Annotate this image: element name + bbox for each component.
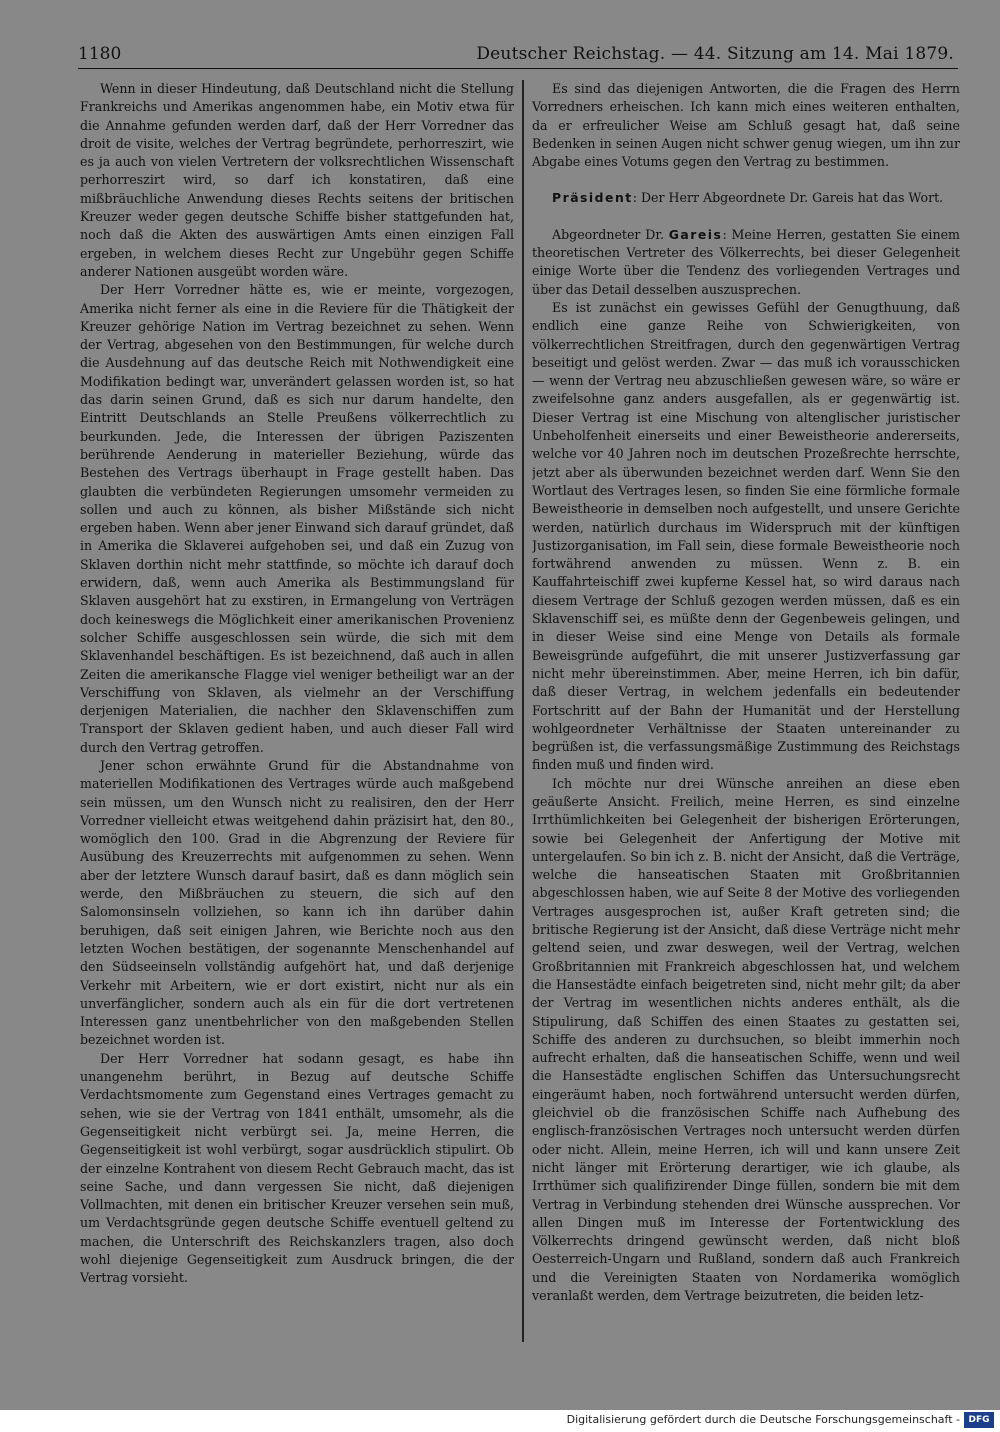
paragraph: Der Herr Vorredner hätte es, wie er meinte, vorgezogen, Amerika nicht ferner als eine in die Reviere für die Thätigkeit der Kreuzer gehörige Nation im Vertrag bezeichnet zu sehen. Wenn der Vertrag, abgesehen von den Bestimmungen, für welche durch die Ausdehnung auf das deutsche Reich mit Nothwendigkeit eine Modifikation bedingt war, unverändert gelassen worden ist, so hat das darin seinen Grund, daß es sich nur darum handelte, den Eintritt Deutschlands an Stelle Preußens völkerrechtlich zu beurkunden. Jede, die Interessen der übrigen Paziszenten berührende Aenderung in materieller Beziehung, würde das Bestehen des Vertrags überhaupt in Frage gestellt haben. Das glaubten die verbündeten Regierungen umsomehr vermeiden zu sollen und auch zu können, als bisher Mißstände sich nicht ergeben haben. Wenn aber jener Einwand sich darauf gründet, daß in Amerika die Sklaverei aufgehoben sei, und daß ein Zuzug von Sklaven dorthin nicht mehr stattfinde, so möchte ich darauf doch erwidern, daß, wenn auch Amerika als Bestimmungsland für Sklaven ausgehört hat zu exstiren, in Ermangelung von Verträgen doch keineswegs die Möglichkeit einer amerikanischen Provenienz solcher Schiffe ausgeschlossen sein würde, die sich mit dem Sklavenhandel beschäftigen. Es ist bezeichnend, daß auch in allen Zeiten die amerikansche Flagge viel weniger betheiligt war an der Verschiffung von Sklaven, als vielmehr an der Verschiffung derjenigen Materialien, die nachher den Sklavenschiffen zum Transport der Sklaven gedient haben, und auch dieser Fall wird durch den Vertrag getroffen. bbox=[80, 282, 514, 755]
statement-text: : Meine Herren, gestatten Sie einem theoretischen Vertreter des Völkerrechts, bei dieser Gelegenheit einige Worte über die Tendenz des vorliegenden Vertrages und über das Detail desselben auszusprechen. bbox=[532, 226, 960, 297]
paragraph: Es sind das diejenigen Antworten, die die Fragen des Herrn Vorredners erheischen. Ich kann mich eines weiteren enthalten, da er erfreulicher Weise am Schluß gesagt hat, daß seine Bedenken in seinen Augen nicht schwer genug wiegen, um ihn zur Abgabe eines Votums gegen den Vertrag zu bestimmen. bbox=[532, 81, 960, 170]
running-title: Deutscher Reichstag. — 44. Sitzung am 14. Mai 1879. bbox=[476, 44, 954, 64]
funding-note: Digitalisierung gefördert durch die Deutsche Forschungsgemeinschaft - bbox=[566, 1413, 960, 1426]
footer-bar bbox=[0, 1410, 1000, 1432]
speaker-name: Präsident bbox=[552, 190, 633, 206]
page-header bbox=[78, 40, 958, 69]
paragraph: Ich möchte nur drei Wünsche anreihen an diese eben geäußerte Ansicht. Freilich, meine Herren, es sind einzelne Irrthümlichkeiten bei Gelegenheit der bisherigen Erörterungen, sowie bei Gelegenheit der Anfertigung der Motive mit untergelaufen. So bin ich z. B. nicht der Ansicht, daß die Verträge, welche die hanseatischen Staaten mit Großbritannien abgeschlossen haben, wie auf Seite 8 der Motive des vorliegenden Vertrages ausgesprochen ist, außer Kraft getreten sind; die britische Regierung ist der Ansicht, daß diese Verträge nicht mehr geltend seien, und zwar deswegen, weil der Vertrag, welchen Großbritannien mit Frankreich abgeschlossen hat, und welchem die Hansestädte einfach beigetreten sind, nicht mehr gilt; da aber der Vertrag im wesentlichen nichts anderes enthält, als die Stipulirung, daß Schiffen des einen Staates zu gestatten sei, Schiffe des anderen zu durchsuchen, so bleibt immerhin noch aufrecht erhalten, daß die hanseatischen Schiffe, wenn und weil die Hansestädte englischen Schiffen das Untersuchungsrecht eingeräumt haben, noch fortwährend untersucht werden dürfen, gleichviel ob die französischen Schiffe nach Aufhebung des englisch-französischen Vertrages noch untersucht werden dürfen oder nicht. Allein, meine Herren, ich will und kann unsere Zeit nicht länger mit Erörterung derartiger, wie ich glaube, als Irrthümer sich qualifizirender Dinge füllen, sondern bie mit dem Vertrag in Verbindung stehenden drei Wünsche aussprechen. Vor allen Dingen muß im Interesse der Fortentwicklung des Völkerrechts dringend gewünscht werden, daß nicht bloß Oesterreich-Ungarn und Rußland, sondern daß auch Frankreich und die Vereinigten Staaten von Nordamerika womöglich veranlaßt werden, dem Vertrage beizutreten, die beiden letz- bbox=[532, 775, 960, 1303]
president-statement bbox=[532, 189, 960, 207]
gareis-statement bbox=[532, 226, 960, 299]
paragraph: Wenn in dieser Hindeutung, daß Deutschland nicht die Stellung Frankreichs und Amerikas angenommen habe, ein Motiv etwa für die Annahme gefunden werden darf, daß der Herr Vorredner das droit de visite, welches der Vertrag begründete, perhorreszirt, wie es ja auch von vielen Vertretern der volksrechtlichen Wissenschaft perhorreszirt wird, so darf ich konstatiren, daß eine mißbräuchliche Anwendung dieses Rechts seitens der britischen Kreuzer weder gegen deutsche Schiffe bisher stattgefunden hat, noch daß die Akten des auswärtigen Amts einen einzigen Fall ergeben, in welchem dieses Recht zur Ungebühr gegen Schiffe anderer Nationen ausgeübt worden wäre. bbox=[80, 81, 514, 279]
paragraph: Jener schon erwähnte Grund für die Abstandnahme von materiellen Modifikationen des Vertrages würde auch maßgebend sein müssen, um den Wunsch nicht zu realisiren, den der Herr Vorredner vielleicht etwas weitgehend dahin präzisirt hat, den 80., womöglich den 100. Grad in die Abgrenzung der Reviere für Ausübung des Kreuzerrechts mit aufgenommen zu sehen. Wenn aber der letztere Wunsch darauf basirt, daß es dann möglich sein werde, den Mißbräuchen zu steuern, die sich auf den Salomonsinseln vollziehen, so kann ich ihn darüber dahin beruhigen, daß seit einigen Jahren, wie Berichte noch aus den letzten Wochen bestätigen, der sogenannte Menschenhandel auf den Südseeinseln vollständig aufgehört hat, und daß derjenige Verkehr mit Arbeitern, wie er dort existirt, nicht nur als ein unverfänglicher, sondern auch als ein für die dort vertretenen Interessen ganz unentbehrlicher von den maßgebenden Stellen bezeichnet worden ist. bbox=[80, 757, 514, 1048]
speaker-name: Gareis bbox=[668, 226, 723, 242]
paragraph: Es ist zunächst ein gewisses Gefühl der Genugthuung, daß endlich eine ganze Reihe von Schwierigkeiten, von völkerrechtlichen Streitfragen, durch den gegenwärtigen Vertrag beseitigt und gelöst werden. Zwar — das muß ich vorausschicken — wenn der Vertrag neu abzuschließen gewesen wäre, so wäre er zweifelsohne ganz anders ausgefallen, als er gegenwärtig ist. Dieser Vertrag ist eine Mischung von altenglischer juristischer Unbeholfenheit einerseits und einer Beweistheorie andererseits, welche vor 40 Jahren noch im deutschen Prozeßrechte herrschte, jetzt aber als überwunden bezeichnet werden darf. Wenn Sie den Wortlaut des Vertrages lesen, so finden Sie eine förmliche formale Beweistheorie in demselben noch aufgestellt, und unsere Gerichte werden, natürlich durchaus im Widerspruch mit der künftigen Justizorganisation, im Fall sein, diese formale Beweistheorie noch fortwährend anwenden zu müssen. Wenn z. B. ein Kauffahrteischiff zwei kupferne Kessel hat, so wird daraus nach diesem Vertrage der Schluß gezogen werden müssen, daß es ein Sklavenschiff sei, es müßte denn der Gegenbeweis gelingen, und in dieser Weise sind eine Menge von Details als formale Beweisgründe aufgeführt, die mit unserer Justizverfassung gar nicht mehr übereinstimmen. Aber, meine Herren, ich bin dafür, daß dieser Vertrag, in welchem jedenfalls ein bedeutender Fortschritt auf der Bahn der Humanität und der Herstellung wohlgeordneter Verhältnisse der Staaten untereinander zu begrüßen ist, die verfassungsmäßige Zustimmung des Reichstags finden muß und finden wird. bbox=[532, 299, 960, 773]
left-column bbox=[80, 80, 514, 1342]
paragraph: Der Herr Vorredner hat sodann gesagt, es habe ihn unangenehm berührt, in Bezug auf deutsche Schiffe Verdachtsmomente zum Gegenstand eines Vertrages gemacht zu sehen, wie sie der Vertrag von 1841 enthält, umsomehr, als die Gegenseitigkeit nicht verbürgt sei. Ja, meine Herren, die Gegenseitigkeit ist wohl verbürgt, sogar ausdrücklich stipulirt. Ob der einzelne Kontrahent von diesem Recht Gebrauch macht, das ist seine Sache, und dann vergessen Sie nicht, daß diejenigen Vollmachten, mit denen ein britischer Kreuzer versehen sein muß, um Verdachtsgründe gegen deutsche Schiffe eventuell geltend zu machen, die Unterschrift des Reichskanzlers tragen, also doch wohl diejenige Gegenseitigkeit zum Ausdruck bringen, die der Vertrag vorsieht. bbox=[80, 1050, 514, 1286]
right-column bbox=[532, 80, 960, 1342]
dfg-logo-icon: DFG bbox=[964, 1412, 994, 1428]
statement-text: : Der Herr Abgeordnete Dr. Gareis hat das Wort. bbox=[632, 190, 944, 206]
speaker-intro: Abgeordneter Dr. bbox=[552, 226, 664, 242]
page-number: 1180 bbox=[78, 44, 122, 64]
column-divider bbox=[522, 80, 524, 1342]
